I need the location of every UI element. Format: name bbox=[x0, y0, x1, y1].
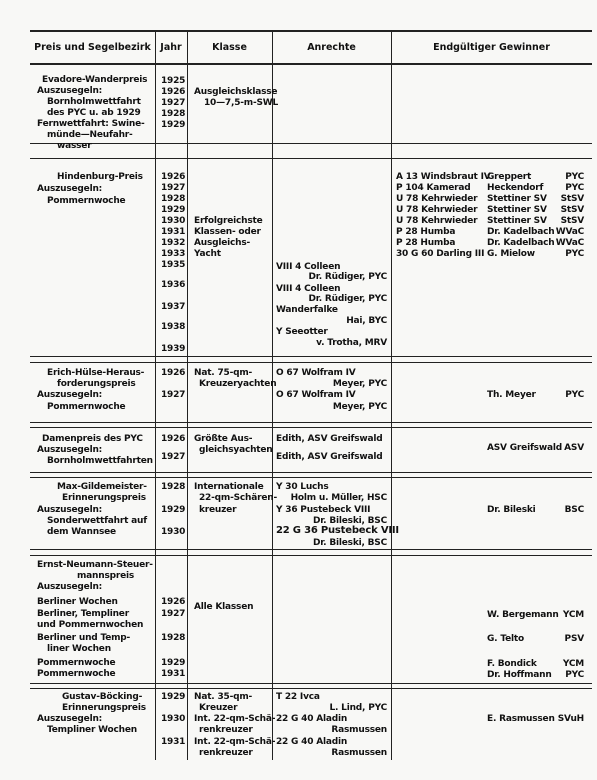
winner-owner: Dr. Hoffmann bbox=[487, 670, 552, 680]
rights-entry: Dr. Rüdiger, PYC bbox=[308, 272, 387, 282]
rights-entry: Hai, BYC bbox=[346, 316, 387, 326]
class-text: Int. 22-qm-Schä- bbox=[194, 737, 276, 747]
winner-owner: G. Mielow bbox=[487, 249, 535, 259]
year: 1930 bbox=[161, 216, 186, 226]
row-separator bbox=[30, 477, 592, 478]
winner-boat: U 78 Kehrwieder bbox=[396, 216, 478, 226]
year: 1926 bbox=[161, 172, 186, 182]
winner-club: PYC bbox=[565, 249, 584, 259]
rights-entry: Meyer, PYC bbox=[332, 379, 387, 389]
header-class: Klasse bbox=[212, 42, 247, 53]
class-text: kreuzer bbox=[199, 505, 237, 515]
year: 1929 bbox=[161, 505, 186, 515]
winner-club: StSV bbox=[560, 194, 584, 204]
column-divider bbox=[272, 30, 273, 760]
class-text: Alle Klassen bbox=[194, 602, 254, 612]
prize-name: Hindenburg-Preis bbox=[57, 172, 143, 182]
rights-entry: O 67 Wolfram IV bbox=[276, 390, 356, 400]
rights-entry: Holm u. Müller, HSC bbox=[290, 493, 387, 503]
prize-name: Ernst-Neumann-Steuer- bbox=[37, 560, 153, 570]
year: 1927 bbox=[161, 98, 186, 108]
year: 1933 bbox=[161, 249, 186, 259]
class-text: Kreuzer bbox=[199, 703, 238, 713]
class-text: Yacht bbox=[194, 249, 221, 259]
year: 1928 bbox=[161, 633, 186, 643]
winner-owner: E. Rasmussen bbox=[487, 714, 555, 724]
prize-name: Gustav-Böcking- bbox=[62, 692, 143, 702]
rights-entry: Edith, ASV Greifswald bbox=[276, 452, 383, 462]
rights-entry: Meyer, PYC bbox=[332, 402, 387, 412]
rights-entry: Y 36 Pustebeck VIII bbox=[276, 505, 371, 515]
prize-name: Damenpreis des PYC bbox=[42, 434, 143, 444]
prize-label: Auszusegeln: bbox=[37, 184, 103, 194]
prize-detail: und Pommernwochen bbox=[37, 620, 144, 630]
header-winner: Endgültiger Gewinner bbox=[433, 42, 550, 53]
winner-owner: G. Telto bbox=[487, 634, 524, 644]
year: 1929 bbox=[161, 658, 186, 668]
winner-club: PSV bbox=[564, 634, 584, 644]
rights-entry: Wanderfalke bbox=[276, 305, 338, 315]
class-text: Nat. 75-qm- bbox=[194, 368, 253, 378]
winner-club: PYC bbox=[565, 172, 584, 182]
prize-name: Max-Gildemeister- bbox=[57, 482, 147, 492]
row-separator bbox=[30, 472, 592, 473]
class-text: gleichsyachten bbox=[199, 445, 273, 455]
winner-boat: U 78 Kehrwieder bbox=[396, 205, 478, 215]
winner-boat: 30 G 60 Darling III bbox=[396, 249, 485, 259]
class-text: Ausgleichsklasse bbox=[194, 87, 278, 97]
winner-club: PYC bbox=[565, 183, 584, 193]
year: 1932 bbox=[161, 238, 186, 248]
class-text: Int. 22-qm-Schä- bbox=[194, 714, 276, 724]
year: 1927 bbox=[161, 609, 186, 619]
winner-club: StSV bbox=[560, 216, 584, 226]
prize-detail: Berliner Wochen bbox=[37, 597, 118, 607]
column-divider bbox=[155, 30, 156, 760]
header-year: Jahr bbox=[160, 42, 182, 53]
prize-label: Auszusegeln: bbox=[37, 582, 103, 592]
prize-detail: Berliner, Templiner bbox=[37, 609, 129, 619]
rights-entry: T 22 Ivca bbox=[276, 692, 320, 702]
year: 1936 bbox=[161, 280, 186, 290]
year: 1937 bbox=[161, 302, 186, 312]
winner-owner: Dr. Bileski bbox=[487, 505, 536, 515]
rights-entry: Y Seeotter bbox=[276, 327, 328, 337]
year: 1929 bbox=[161, 120, 186, 130]
prize-name: Erinnerungspreis bbox=[62, 493, 146, 503]
prize-detail: Bornholmwettfahrt bbox=[47, 97, 141, 107]
class-text: Kreuzeryachten bbox=[199, 379, 277, 389]
prize-detail: Fernwettfahrt: Swine- bbox=[37, 119, 145, 129]
class-text: Größte Aus- bbox=[194, 434, 253, 444]
winner-owner: Th. Meyer bbox=[487, 390, 536, 400]
prize-name: Erich-Hülse-Heraus- bbox=[47, 368, 145, 378]
winner-club: SVuH bbox=[557, 714, 584, 724]
rights-entry: L. Lind, PYC bbox=[329, 703, 387, 713]
class-text: renkreuzer bbox=[199, 725, 253, 735]
header-rights: Anrechte bbox=[307, 42, 356, 53]
prize-name: forderungspreis bbox=[57, 379, 136, 389]
winner-club: PYC bbox=[565, 390, 584, 400]
year: 1938 bbox=[161, 322, 186, 332]
rights-entry: 22 G 40 Aladin bbox=[276, 714, 348, 724]
prize-detail: Pommernwoche bbox=[47, 402, 126, 412]
year: 1927 bbox=[161, 183, 186, 193]
rights-entry: Dr. Rüdiger, PYC bbox=[308, 294, 387, 304]
year: 1930 bbox=[161, 714, 186, 724]
winner-club: BSC bbox=[564, 505, 584, 515]
prize-label: Auszusegeln: bbox=[37, 445, 103, 455]
row-separator bbox=[30, 422, 592, 423]
year: 1931 bbox=[161, 669, 186, 679]
year: 1928 bbox=[161, 109, 186, 119]
winner-boat: U 78 Kehrwieder bbox=[396, 194, 478, 204]
winner-club: WVaC bbox=[555, 227, 584, 237]
class-text: Nat. 35-qm- bbox=[194, 692, 253, 702]
class-text: renkreuzer bbox=[199, 748, 253, 758]
prize-detail: liner Wochen bbox=[47, 644, 111, 654]
prize-detail: Pommernwoche bbox=[47, 196, 126, 206]
header-prize: Preis und Segelbezirk bbox=[34, 42, 151, 53]
prize-detail: Pommernwoche bbox=[37, 669, 116, 679]
year: 1931 bbox=[161, 227, 186, 237]
winner-owner: W. Bergemann bbox=[487, 610, 559, 620]
rights-entry: 22 G 36 Pustebeck VIII bbox=[276, 525, 399, 536]
table-top-rule bbox=[30, 30, 592, 32]
prize-detail: Templiner Wochen bbox=[47, 725, 137, 735]
winner-boat: P 28 Humba bbox=[396, 238, 456, 248]
year: 1928 bbox=[161, 482, 186, 492]
year: 1939 bbox=[161, 344, 186, 354]
column-divider bbox=[391, 30, 392, 760]
year: 1927 bbox=[161, 390, 186, 400]
header-bottom-rule bbox=[30, 63, 592, 65]
prize-label: Auszusegeln: bbox=[37, 505, 103, 515]
year: 1926 bbox=[161, 434, 186, 444]
row-separator bbox=[30, 549, 592, 550]
winner-boat: P 28 Humba bbox=[396, 227, 456, 237]
rights-entry: VIII 4 Colleen bbox=[276, 284, 341, 294]
row-separator bbox=[30, 158, 592, 159]
year: 1926 bbox=[161, 597, 186, 607]
prize-detail: Bornholmwettfahrten bbox=[47, 456, 153, 466]
rights-entry: Rasmussen bbox=[331, 748, 387, 758]
prize-label: Auszusegeln: bbox=[37, 390, 103, 400]
row-separator bbox=[30, 683, 592, 684]
winner-owner: Stettiner SV bbox=[487, 194, 547, 204]
prize-detail: dem Wannsee bbox=[47, 527, 116, 537]
year: 1935 bbox=[161, 260, 186, 270]
winner-owner: Dr. Kadelbach bbox=[487, 238, 555, 248]
row-separator bbox=[30, 356, 592, 357]
winner-owner: Stettiner SV bbox=[487, 205, 547, 215]
rights-entry: v. Trotha, MRV bbox=[316, 338, 387, 348]
winner-boat: A 13 Windsbraut IV bbox=[396, 172, 491, 182]
winner-owner: Greppert bbox=[487, 172, 532, 182]
winner-owner: F. Bondick bbox=[487, 659, 537, 669]
class-text: Internationale bbox=[194, 482, 264, 492]
year: 1926 bbox=[161, 368, 186, 378]
winner-boat: P 104 Kamerad bbox=[396, 183, 471, 193]
row-separator bbox=[30, 688, 592, 689]
prize-label: Auszusegeln: bbox=[37, 714, 103, 724]
winner-owner: ASV Greifswald bbox=[487, 443, 562, 453]
prize-detail: Berliner und Temp- bbox=[37, 633, 131, 643]
rights-entry: Y 30 Luchs bbox=[276, 482, 329, 492]
prize-name: mannspreis bbox=[77, 571, 135, 581]
rights-entry: VIII 4 Colleen bbox=[276, 262, 341, 272]
winner-club: PYC bbox=[565, 670, 584, 680]
year: 1929 bbox=[161, 692, 186, 702]
rights-entry: Rasmussen bbox=[331, 725, 387, 735]
column-divider bbox=[187, 30, 188, 760]
year: 1928 bbox=[161, 194, 186, 204]
rights-entry: Dr. Bileski, BSC bbox=[312, 538, 387, 548]
winner-owner: Stettiner SV bbox=[487, 216, 547, 226]
winner-owner: Heckendorf bbox=[487, 183, 544, 193]
prize-detail: münde—Neufahr- bbox=[47, 130, 133, 140]
winner-club: WVaC bbox=[555, 238, 584, 248]
year: 1926 bbox=[161, 87, 186, 97]
prize-name: Evadore-Wanderpreis bbox=[42, 75, 148, 85]
prize-detail: des PYC u. ab 1929 bbox=[47, 108, 141, 118]
winner-club: YCM bbox=[562, 610, 584, 620]
row-separator bbox=[30, 427, 592, 428]
winner-owner: Dr. Kadelbach bbox=[487, 227, 555, 237]
prize-label: Auszusegeln: bbox=[37, 86, 103, 96]
rights-entry: 22 G 40 Aladin bbox=[276, 737, 348, 747]
prize-detail: Pommernwoche bbox=[37, 658, 116, 668]
row-separator bbox=[30, 555, 592, 556]
class-text: Ausgleichs- bbox=[194, 238, 251, 248]
rights-entry: Dr. Bileski, BSC bbox=[312, 516, 387, 526]
year: 1931 bbox=[161, 737, 186, 747]
year: 1929 bbox=[161, 205, 186, 215]
year: 1930 bbox=[161, 527, 186, 537]
year: 1925 bbox=[161, 76, 186, 86]
rights-entry: Edith, ASV Greifswald bbox=[276, 434, 383, 444]
prize-detail: Sonderwettfahrt auf bbox=[47, 516, 147, 526]
class-text: Erfolgreichste bbox=[194, 216, 263, 226]
winner-club: YCM bbox=[562, 659, 584, 669]
prize-detail: wasser bbox=[57, 141, 92, 151]
class-text: 22-qm-Schären- bbox=[199, 493, 277, 503]
rights-entry: O 67 Wolfram IV bbox=[276, 368, 356, 378]
winner-club: ASV bbox=[564, 443, 584, 453]
prize-name: Erinnerungspreis bbox=[62, 703, 146, 713]
class-text: 10—7,5-m-SWL bbox=[204, 98, 279, 108]
row-separator bbox=[30, 143, 592, 144]
year: 1927 bbox=[161, 452, 186, 462]
winner-club: StSV bbox=[560, 205, 584, 215]
class-text: Klassen- oder bbox=[194, 227, 261, 237]
row-separator bbox=[30, 362, 592, 363]
